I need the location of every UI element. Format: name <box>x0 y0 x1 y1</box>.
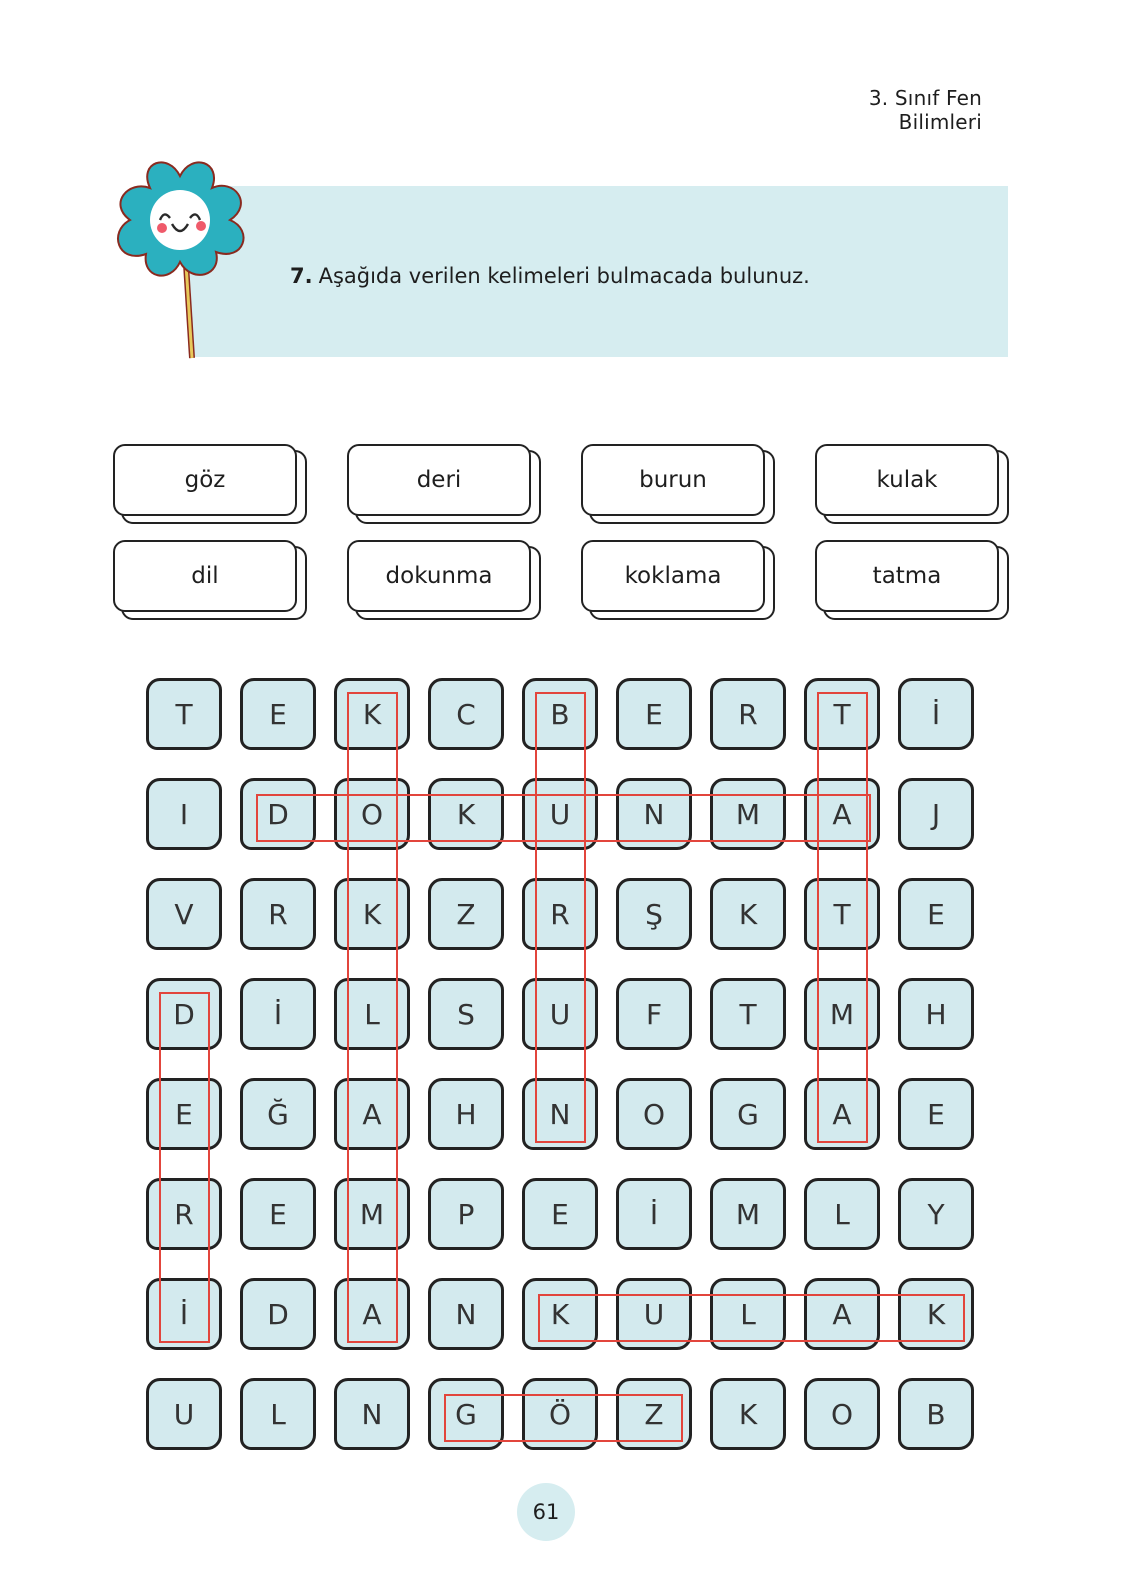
puzzle-cell[interactable]: E <box>240 1178 316 1250</box>
puzzle-cell[interactable]: İ <box>240 978 316 1050</box>
question-text: Aşağıda verilen kelimeleri bulmacada bulunuz. <box>318 264 810 288</box>
puzzle-cell[interactable]: L <box>240 1378 316 1450</box>
puzzle-cell[interactable]: E <box>146 1078 222 1150</box>
puzzle-cell[interactable]: L <box>334 978 410 1050</box>
puzzle-cell[interactable]: Z <box>428 878 504 950</box>
puzzle-cell[interactable]: A <box>334 1278 410 1350</box>
puzzle-cell[interactable]: K <box>522 1278 598 1350</box>
question-number: 7. <box>290 264 313 288</box>
puzzle-cell[interactable]: V <box>146 878 222 950</box>
puzzle-cell[interactable]: K <box>710 1378 786 1450</box>
page-header-title: 3. Sınıf Fen Bilimleri <box>868 86 982 134</box>
puzzle-cell[interactable]: H <box>428 1078 504 1150</box>
word-label: koklama <box>581 540 765 612</box>
puzzle-cell[interactable]: K <box>428 778 504 850</box>
word-label: dil <box>113 540 297 612</box>
puzzle-cell[interactable]: K <box>898 1278 974 1350</box>
puzzle-cell[interactable]: R <box>240 878 316 950</box>
puzzle-cell[interactable]: A <box>334 1078 410 1150</box>
puzzle-cell[interactable]: Z <box>616 1378 692 1450</box>
word-label: göz <box>113 444 297 516</box>
puzzle-cell[interactable]: K <box>710 878 786 950</box>
puzzle-cell[interactable]: A <box>804 778 880 850</box>
page-number: 61 <box>517 1483 575 1541</box>
puzzle-cell[interactable]: L <box>804 1178 880 1250</box>
puzzle-cell[interactable]: I <box>146 778 222 850</box>
word-label: deri <box>347 444 531 516</box>
puzzle-cell[interactable]: N <box>428 1278 504 1350</box>
puzzle-cell[interactable]: D <box>240 778 316 850</box>
puzzle-cell[interactable]: U <box>146 1378 222 1450</box>
puzzle-cell[interactable]: T <box>804 678 880 750</box>
puzzle-cell[interactable]: L <box>710 1278 786 1350</box>
puzzle-cell[interactable]: E <box>522 1178 598 1250</box>
puzzle-cell[interactable]: Ş <box>616 878 692 950</box>
puzzle-cell[interactable]: M <box>804 978 880 1050</box>
puzzle-cell[interactable]: U <box>616 1278 692 1350</box>
puzzle-cell[interactable]: Y <box>898 1178 974 1250</box>
puzzle-cell[interactable]: P <box>428 1178 504 1250</box>
puzzle-cell[interactable]: İ <box>146 1278 222 1350</box>
puzzle-cell[interactable]: K <box>334 878 410 950</box>
puzzle-cell[interactable]: E <box>898 1078 974 1150</box>
puzzle-cell[interactable]: Ö <box>522 1378 598 1450</box>
puzzle-cell[interactable]: D <box>240 1278 316 1350</box>
puzzle-cell[interactable]: A <box>804 1078 880 1150</box>
puzzle-cell[interactable]: O <box>804 1378 880 1450</box>
puzzle-cell[interactable]: N <box>616 778 692 850</box>
puzzle-cell[interactable]: A <box>804 1278 880 1350</box>
puzzle-cell[interactable]: D <box>146 978 222 1050</box>
puzzle-cell[interactable]: T <box>804 878 880 950</box>
puzzle-cell[interactable]: N <box>522 1078 598 1150</box>
puzzle-cell[interactable]: R <box>146 1178 222 1250</box>
puzzle-cell[interactable]: T <box>710 978 786 1050</box>
puzzle-cell[interactable]: H <box>898 978 974 1050</box>
puzzle-cell[interactable]: M <box>334 1178 410 1250</box>
puzzle-cell[interactable]: E <box>898 878 974 950</box>
puzzle-cell[interactable]: K <box>334 678 410 750</box>
puzzle-cell[interactable]: T <box>146 678 222 750</box>
puzzle-cell[interactable]: O <box>616 1078 692 1150</box>
puzzle-cell[interactable]: İ <box>898 678 974 750</box>
puzzle-cell[interactable]: G <box>428 1378 504 1450</box>
word-label: burun <box>581 444 765 516</box>
puzzle-cell[interactable]: B <box>898 1378 974 1450</box>
puzzle-cell[interactable]: M <box>710 778 786 850</box>
puzzle-cell[interactable]: N <box>334 1378 410 1450</box>
puzzle-cell[interactable]: R <box>522 878 598 950</box>
puzzle-cell[interactable]: O <box>334 778 410 850</box>
puzzle-cell[interactable]: İ <box>616 1178 692 1250</box>
puzzle-cell[interactable]: Ğ <box>240 1078 316 1150</box>
puzzle-cell[interactable]: J <box>898 778 974 850</box>
puzzle-cell[interactable]: G <box>710 1078 786 1150</box>
puzzle-cell[interactable]: M <box>710 1178 786 1250</box>
puzzle-cell[interactable]: U <box>522 978 598 1050</box>
puzzle-cell[interactable]: E <box>240 678 316 750</box>
puzzle-cell[interactable]: E <box>616 678 692 750</box>
puzzle-cell[interactable]: F <box>616 978 692 1050</box>
puzzle-cell[interactable]: C <box>428 678 504 750</box>
puzzle-cell[interactable]: S <box>428 978 504 1050</box>
word-label: tatma <box>815 540 999 612</box>
word-label: dokunma <box>347 540 531 612</box>
puzzle-cell[interactable]: B <box>522 678 598 750</box>
word-label: kulak <box>815 444 999 516</box>
puzzle-cell[interactable]: R <box>710 678 786 750</box>
puzzle-cell[interactable]: U <box>522 778 598 850</box>
